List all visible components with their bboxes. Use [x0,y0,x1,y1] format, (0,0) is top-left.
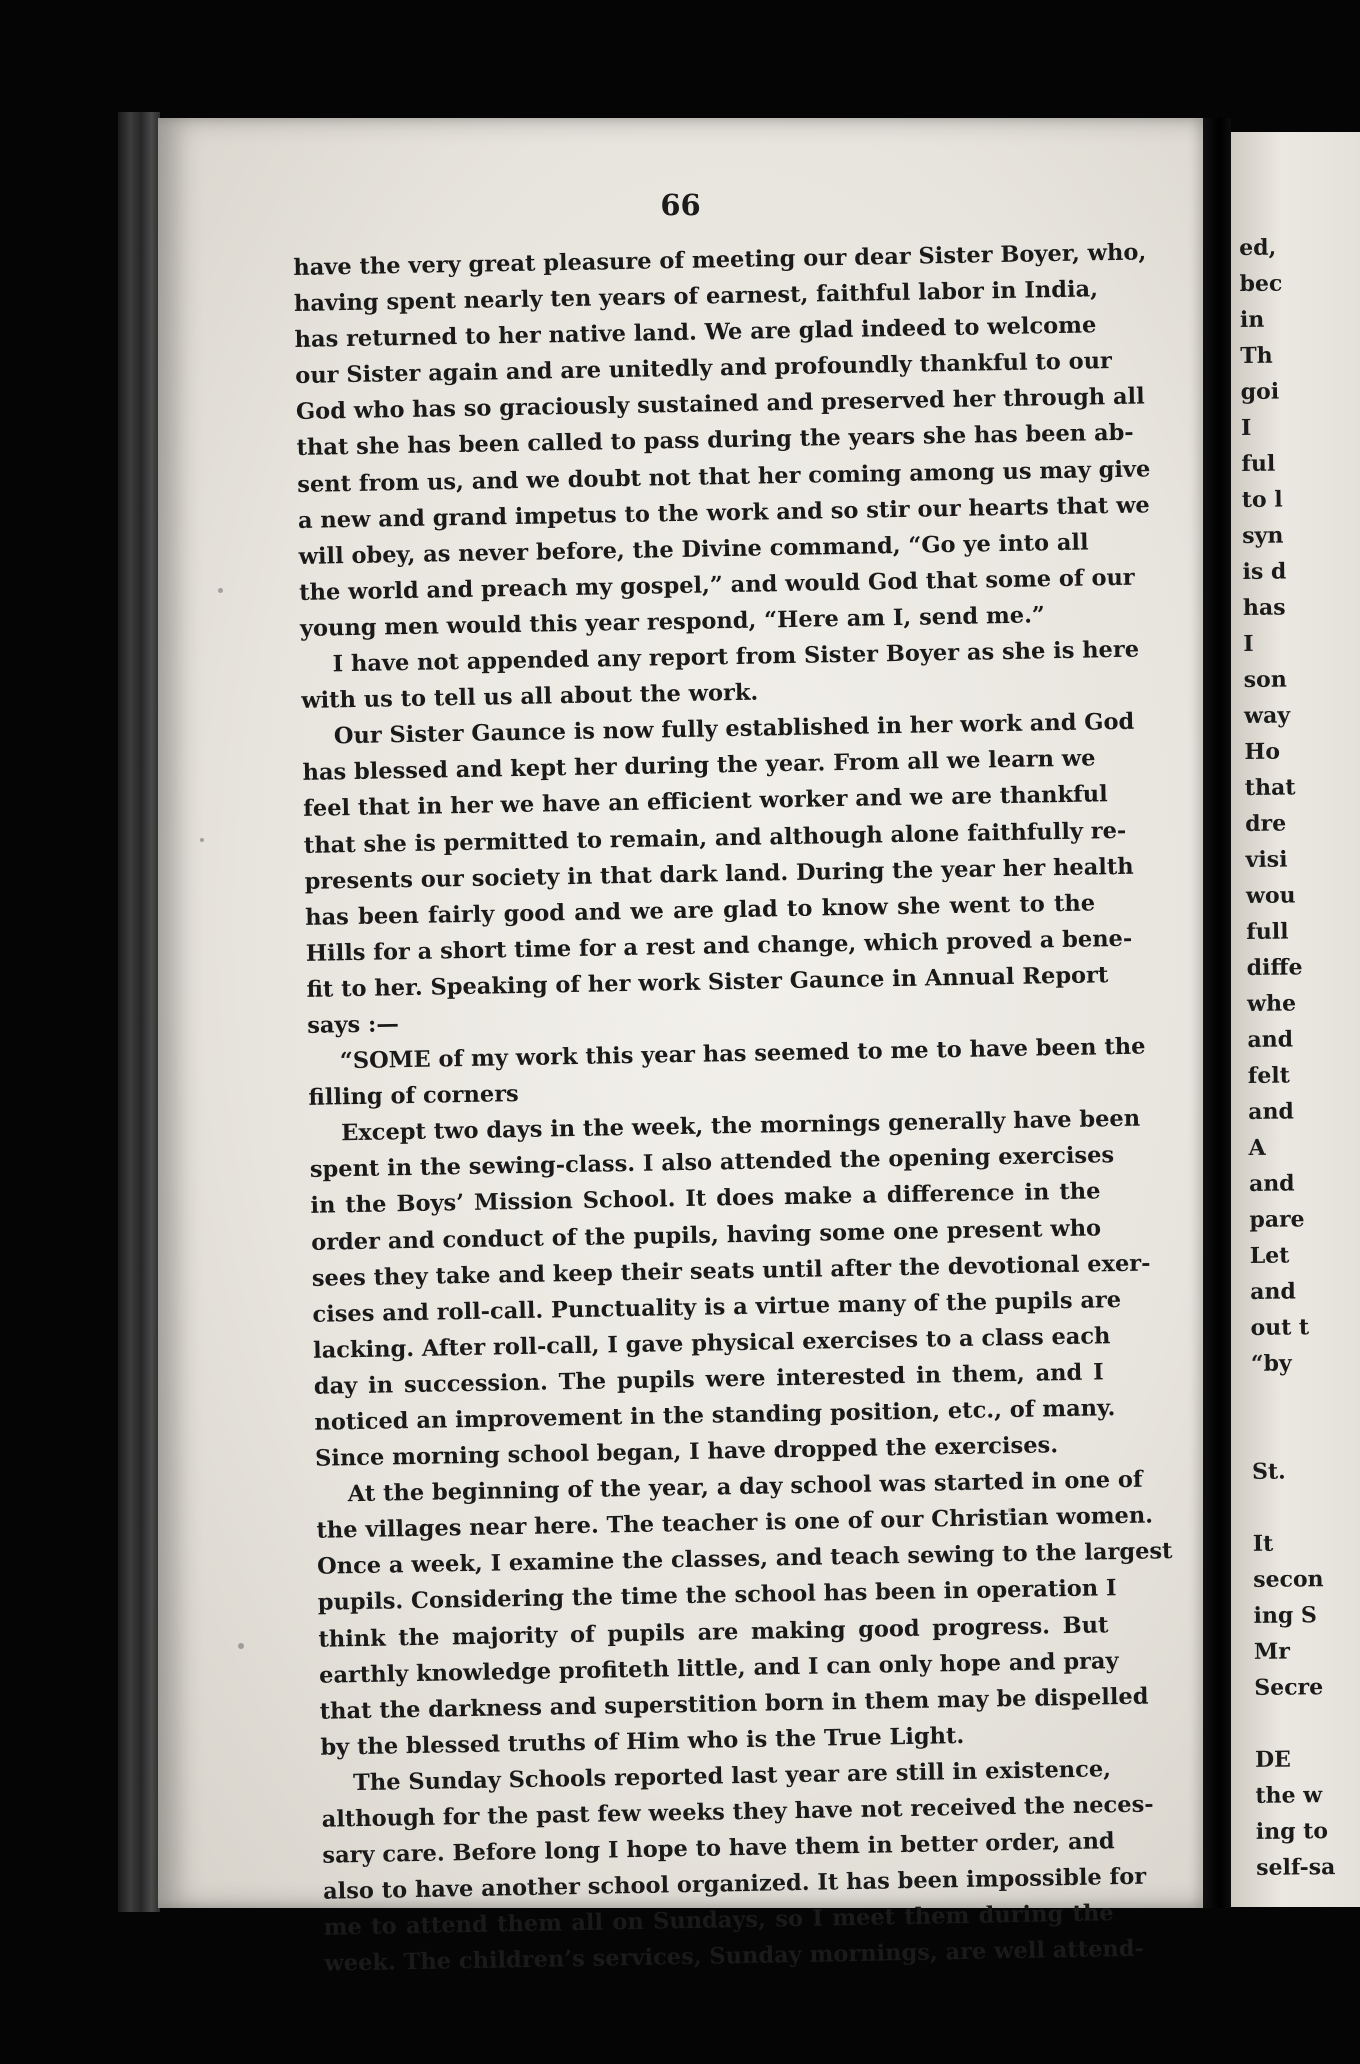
text-line: presents our society in that dark land. During the year her health [304,853,1134,895]
facing-page-fragment: Th [1240,342,1273,369]
paper-speck [200,838,204,842]
facing-page-fragment: and [1248,1098,1295,1125]
text-line: has returned to her native land. We are glad indeed to welcome [294,312,1097,354]
facing-page-fragment: has [1242,594,1286,621]
facing-page-fragment: pare [1249,1206,1305,1233]
text-line: has been fairly good and we are glad to know she went to the [304,890,1096,931]
text-line: a new and grand impetus to the work and so stir our hearts that we [297,492,1150,534]
text-line: having spent nearly ten years of earnest, faithful labor in India, [293,276,1099,318]
text-line: week. The children’s services, Sunday mornings, are well attend- [324,1936,1145,1978]
text-line: that the darkness and superstition born in them may be dispelled [319,1683,1149,1725]
text-line: Our Sister Gaunce is now fully established in her work and God [333,708,1135,750]
text-line: by the blessed truths of Him who is the True Light. [320,1722,965,1761]
facing-page-fragment: goi [1240,378,1280,405]
text-line: Hills for a short time for a rest and change, which proved a bene- [305,925,1133,967]
book-spine-edge [118,112,160,1912]
facing-page-fragment: DE [1254,1746,1292,1773]
text-line: feel that in her we have an efficient worker and we are thankful [303,781,1108,823]
facing-page-fragment: ful [1241,450,1276,477]
facing-page-fragment: bec [1239,270,1283,297]
text-line: sary care. Before long I hope to have them in better order, and [322,1828,1115,1869]
page-number: 66 [660,188,701,222]
text-line: although for the past few weeks they have not received the neces- [321,1791,1154,1833]
facing-page [1231,132,1360,1907]
facing-page-fragment: wou [1245,882,1296,909]
text-line: earthly knowledge profiteth little, and I can only hope and pray [318,1647,1119,1689]
text-line: I have not appended any report from Sister Boyer as she is here [332,636,1140,678]
text-line: says :— [306,1011,400,1039]
facing-page-fragment: in [1239,306,1265,333]
paragraph [315,1463,1173,1766]
text-line: day in succession. The pupils were interested in them, and I [313,1359,1104,1400]
text-line: the villages near here. The teacher is one of our Christian women. [316,1502,1154,1545]
text-line: Once a week, I examine the classes, and teach sewing to the largest [316,1538,1173,1581]
paper-speck [218,588,223,593]
facing-page-fragment: diffe [1246,954,1303,981]
facing-page-fragment: whe [1246,990,1297,1017]
text-line: have the very great pleasure of meeting our dear Sister Boyer, who, [293,239,1147,281]
facing-page-fragment [1252,1489,1332,1526]
paragraph [302,705,1135,1044]
facing-page-fragments [1239,229,1336,1886]
facing-page-fragment: way [1243,702,1291,729]
text-line: will obey, as never before, the Divine command, “Go ye into all [298,529,1089,570]
facing-page-fragment: felt [1247,1062,1290,1089]
facing-page-fragment: syn [1242,522,1284,549]
text-line: lacking. After roll-call, I gave physical exercises to a class each [312,1323,1111,1364]
text-line: that she is permitted to remain, and although alone faithfully re- [303,817,1127,859]
facing-page-fragment: A [1248,1134,1266,1161]
text-line: with us to tell us all about the work. [301,679,759,715]
facing-page-fragment: Ho [1244,738,1281,765]
facing-page-fragment: and [1248,1170,1295,1197]
text-line: filling of corners [308,1081,519,1112]
text-line: cises and roll-call. Punctuality is a virtue many of the pupils are [312,1286,1122,1328]
facing-page-fragment: ed, [1239,234,1277,261]
text-line: has blessed and kept her during the year. From all we learn we [302,745,1096,787]
paragraph [293,236,1151,647]
paragraph [309,1102,1151,1477]
paper-speck [238,1643,244,1649]
text-line: me to attend them all on Sundays, so I meet them during the [323,1900,1114,1942]
facing-page-fragment: Mr [1253,1638,1290,1665]
facing-page-fragment: is d [1242,558,1287,585]
text-line: Except two days in the week, the mornings generally have been [340,1105,1141,1147]
facing-page-fragment: secon [1253,1566,1324,1593]
facing-page-fragment: self-sa [1256,1854,1336,1881]
facing-page-fragment: dre [1245,810,1287,837]
facing-page-fragment: It [1252,1530,1274,1557]
facing-page-fragment [1251,1417,1331,1454]
text-line: in the Boys’ Mission School. It does make a difference in the [310,1178,1101,1220]
facing-page-fragment: and [1249,1278,1296,1305]
facing-page-fragment: ing to [1255,1818,1329,1845]
paper-speck [933,363,937,367]
text-line: young men would this year respond, “Here am I, send me.” [299,602,1046,642]
text-line: Since morning school began, I have dropped the exercises. [314,1432,1059,1472]
text-line: God who has so graciously sustained and preserved her through all [295,383,1145,426]
facing-page-fragment: the w [1255,1782,1323,1809]
text-line: The Sunday Schools reported last year are still in existence, [352,1756,1112,1797]
text-line: fit to her. Speaking of her work Sister Gaunce in Annual Report [306,962,1109,1003]
facing-page-fragment: ing S [1253,1602,1317,1629]
page-body-text [293,236,1173,1983]
text-line: pupils. Considering the time the school has been in operation I [317,1575,1117,1617]
facing-page-fragment: son [1243,666,1287,693]
text-line: noticed an improvement in the standing position, etc., of many. [314,1395,1116,1436]
text-line: spent in the sewing-class. I also attended the opening exercises [309,1142,1115,1184]
text-line: sees they take and keep their seats until after the devotional exer- [311,1250,1151,1292]
text-line: our Sister again and are unitedly and profoundly thankful to our [295,348,1113,390]
facing-page-fragment: Secre [1254,1674,1324,1701]
text-line: At the beginning of the year, a day school was started in one of [347,1466,1143,1508]
facing-page-fragment: I [1243,630,1254,657]
text-line: sent from us, and we doubt not that her coming among us may give [297,455,1151,498]
paper-speck [1008,1508,1012,1512]
facing-page-fragment: to l [1241,486,1283,513]
facing-page-fragment: out t [1250,1314,1310,1341]
page-gutter [1203,118,1231,1908]
facing-page-fragment: and [1247,1026,1294,1053]
text-line: order and conduct of the pupils, having some one present who [310,1214,1102,1256]
book-page [158,118,1203,1978]
facing-page-fragment: visi [1245,846,1288,873]
paragraph [321,1751,1154,1982]
text-line: the world and preach my gospel,” and would God that some of our [299,564,1135,606]
facing-page-fragment: full [1246,918,1289,945]
text-line: “SOME of my work this year has seemed to me to have been the [339,1033,1146,1075]
facing-page-fragment: “by [1250,1350,1292,1377]
facing-page-fragment: St. [1251,1458,1286,1485]
facing-page-fragment: Let [1249,1242,1290,1269]
text-line: that she has been called to pass during the years she has been ab- [296,420,1134,462]
facing-page-fragment [1251,1381,1331,1418]
text-line: also to have another school organized. It has been impossible for [322,1863,1147,1905]
facing-page-fragment [1254,1705,1334,1742]
text-line: think the majority of pupils are making good progress. But [318,1611,1109,1653]
facing-page-fragment: that [1244,774,1296,801]
facing-page-fragment: I [1240,414,1252,441]
